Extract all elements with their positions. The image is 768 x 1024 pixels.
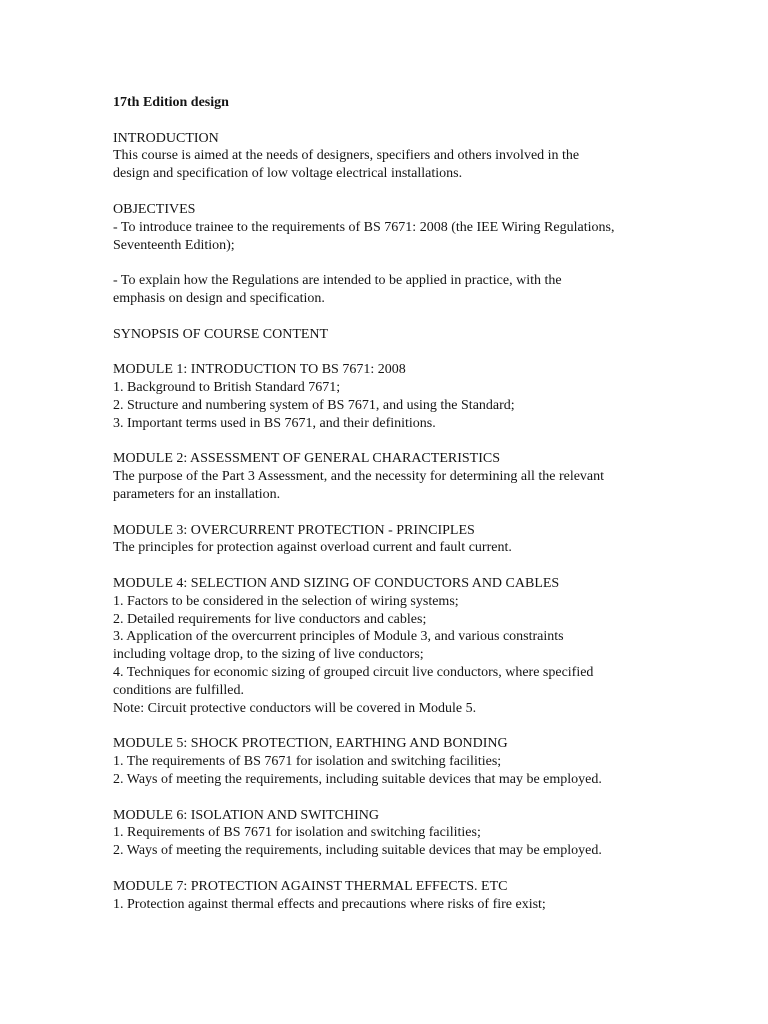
body-line: design and specification of low voltage electrical installations. — [113, 166, 463, 182]
objective-line: Seventeenth Edition); — [113, 237, 235, 253]
module-6 — [113, 807, 768, 860]
synopsis-section — [113, 326, 768, 344]
document-title: 17th Edition design — [113, 95, 229, 110]
module-line: 2. Structure and numbering system of BS 7671, and using the Standard; — [113, 397, 515, 413]
module-line: 1. Protection against thermal effects and precautions where risks of fire exist; — [113, 896, 546, 912]
module-line: 2. Detailed requirements for live conductors and cables; — [113, 611, 427, 627]
objective-line: - To explain how the Regulations are intended to be applied in practice, with the — [113, 273, 562, 289]
module-line: The purpose of the Part 3 Assessment, and the necessity for determining all the relevant — [113, 469, 605, 485]
module-7 — [113, 878, 768, 914]
module-note: Note: Circuit protective conductors will be covered in Module 5. — [113, 700, 477, 716]
module-2 — [113, 450, 768, 503]
module-1 — [113, 361, 768, 432]
module-line: 1. Requirements of BS 7671 for isolation and switching facilities; — [113, 825, 481, 841]
module-line: The principles for protection against overload current and fault current. — [113, 540, 512, 556]
module-line: parameters for an installation. — [113, 486, 281, 502]
body-line: This course is aimed at the needs of designers, specifiers and others involved in the — [113, 148, 580, 164]
module-heading: MODULE 6: ISOLATION AND SWITCHING — [113, 807, 379, 823]
module-line: conditions are fulfilled. — [113, 682, 245, 698]
module-heading: MODULE 2: ASSESSMENT OF GENERAL CHARACTERISTICS — [113, 451, 500, 467]
module-line: 4. Techniques for economic sizing of grouped circuit live conductors, where specified — [113, 665, 594, 680]
module-3 — [113, 522, 768, 558]
module-line: 2. Ways of meeting the requirements, including suitable devices that may be employed. — [113, 843, 602, 859]
introduction-section — [113, 130, 768, 183]
section-heading: SYNOPSIS OF COURSE CONTENT — [113, 326, 329, 342]
module-line: 1. Background to British Standard 7671; — [113, 380, 341, 395]
module-heading: MODULE 4: SELECTION AND SIZING OF CONDUCTORS AND CABLES — [113, 575, 560, 591]
module-line: including voltage drop, to the sizing of live conductors; — [113, 647, 424, 663]
module-heading: MODULE 1: INTRODUCTION TO BS 7671: 2008 — [113, 362, 406, 378]
module-heading: MODULE 5: SHOCK PROTECTION, EARTHING AND BONDING — [113, 736, 508, 752]
module-4 — [113, 575, 768, 718]
title-block — [113, 94, 768, 112]
module-line: 2. Ways of meeting the requirements, including suitable devices that may be employed. — [113, 771, 602, 787]
objective-line: emphasis on design and specification. — [113, 290, 325, 306]
module-line: 3. Important terms used in BS 7671, and their definitions. — [113, 415, 436, 431]
objectives-section — [113, 201, 768, 254]
objective-line: - To introduce trainee to the requirements of BS 7671: 2008 (the IEE Wiring Regulations, — [113, 219, 615, 235]
module-5 — [113, 735, 768, 788]
module-heading: MODULE 3: OVERCURRENT PROTECTION - PRINCIPLES — [113, 522, 475, 538]
module-line: 1. Factors to be considered in the selection of wiring systems; — [113, 593, 459, 609]
objective-item — [113, 272, 768, 308]
section-heading: INTRODUCTION — [113, 130, 219, 146]
module-line: 3. Application of the overcurrent principles of Module 3, and various constraints — [113, 629, 564, 645]
module-heading: MODULE 7: PROTECTION AGAINST THERMAL EFFECTS. ETC — [113, 878, 508, 894]
module-line: 1. The requirements of BS 7671 for isolation and switching facilities; — [113, 754, 502, 770]
section-heading: OBJECTIVES — [113, 201, 196, 217]
